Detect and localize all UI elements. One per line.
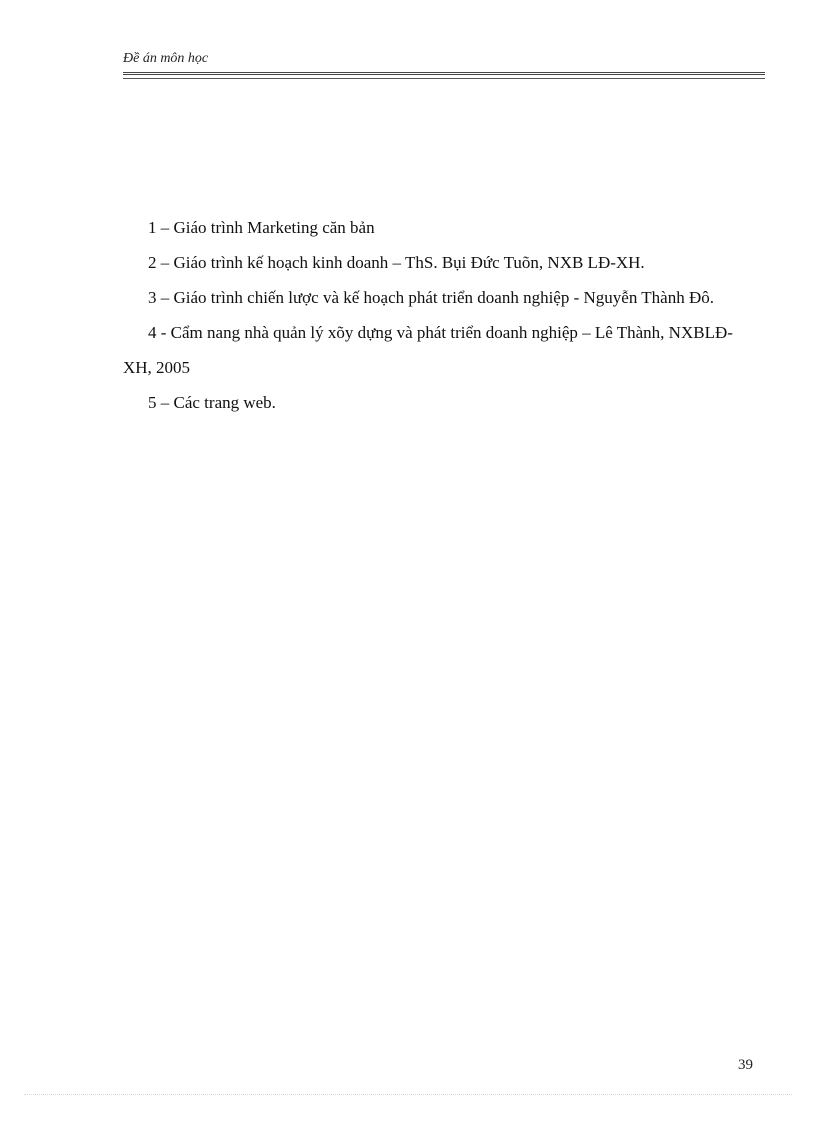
header-thin-rule [123,78,765,79]
header-double-rule [123,72,765,75]
reference-item: 1 – Giáo trình Marketing căn bản [148,218,375,237]
reference-item: 3 – Giáo trình chiến lược và kế hoạch phát triển doanh nghiệp - Nguyễn Thành Đô. [148,288,714,307]
header-title: Đề án môn học [123,51,209,66]
page-header [123,50,765,70]
reference-item: 2 – Giáo trình kế hoạch kinh doanh – ThS. Bụi Đức Tuõn, NXB LĐ-XH. [148,253,645,272]
reference-list [123,210,738,420]
page-number: 39 [738,1057,753,1073]
footer-dotted-line [24,1094,792,1095]
reference-item: 4 - Cẩm nang nhà quản lý xõy dựng và phát triển doanh nghiệp – Lê Thành, NXBLĐ-XH, 2005 [123,323,733,377]
reference-item: 5 – Các trang web. [148,393,276,412]
